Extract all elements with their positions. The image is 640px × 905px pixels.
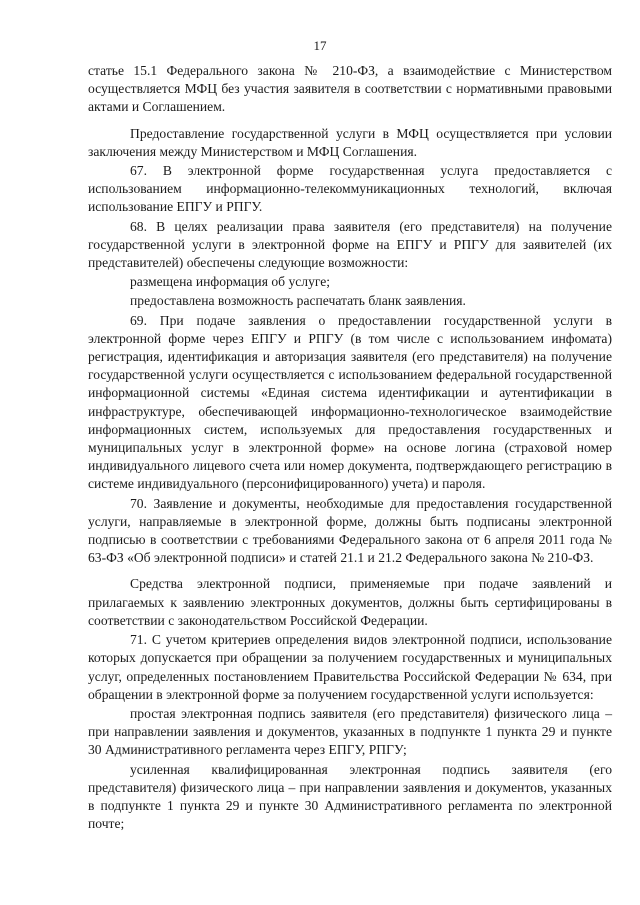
paragraph-71-item-qualified: усиленная квалифицированная электронная подпись заявителя (его представителя) физического лица – при направлении заявления и документов, указанных в подпункте 1 пункта 29 и пункте 30 Административного регламента по электронной почте;: [88, 761, 612, 832]
paragraph-68-item-2: предоставлена возможность распечатать бланк заявления.: [130, 293, 466, 309]
page-number: 17: [313, 38, 327, 53]
paragraph-69: 69. При подаче заявления о предоставлении государственной услуги в электронной форме через ЕПГУ и РПГУ (в том числе с использованием инфомата) регистрация, идентификация и авторизация заявителя (его представителя) на получение государственной услуги осуществляется с использованием федеральной государственной информационной системы «Единая система идентификации и аутентификации в инфраструктуре, обеспечивающей информационно-технологическое взаимодействие информационных систем, используемых для предоставления государственных и муниципальных услуг в электронной форме» на основе логина (страховой номер индивидуального лицевого счета или номер документа, подтверждающего регистрацию в системе индивидуального (персонифицированного) учета) и пароля.: [88, 312, 612, 492]
paragraph-71-item-simple: простая электронная подпись заявителя (его представителя) физического лица – при направлении заявления и документов, указанных в подпункте 1 пункта 29 и пункте 30 Административного регламента через ЕПГУ, РПГУ;: [88, 705, 612, 758]
paragraph-continuation: статье 15.1 Федерального закона № 210-ФЗ, а взаимодействие с Министерством осуществляется МФЦ без участия заявителя в соответствии с нормативными правовыми актами и Соглашением.: [88, 63, 612, 115]
paragraph-mfc-provision: Предоставление государственной услуги в МФЦ осуществляется при условии заключения между Министерством и МФЦ Соглашения.: [88, 125, 612, 159]
paragraph-67: 67. В электронной форме государственная услуга предоставляется с использованием информационно-телекоммуникационных технологий, включая использование ЕПГУ и РПГУ.: [88, 163, 612, 215]
document-body: [88, 62, 612, 834]
paragraph-68: 68. В целях реализации права заявителя (его представителя) на получение государственной услуги в электронной форме на ЕПГУ и РПГУ для заявителей (их представителей) обеспечены следующие возможности:: [88, 218, 612, 271]
paragraph-signature-means: Средства электронной подписи, применяемые при подаче заявлений и прилагаемых к заявлению электронных документов, должны быть сертифицированы в соответствии с законодательством Российской Федерации.: [88, 576, 612, 628]
paragraph-68-item-1: размещена информация об услуге;: [130, 274, 331, 290]
paragraph-71: 71. С учетом критериев определения видов электронной подписи, использование которых допускается при обращении за получением государственных и муниципальных услуг, определенных постановлением Правительства Российской Федерации № 634, при обращении в электронной форме за получением государственной услуги используется:: [88, 632, 612, 702]
paragraph-70: 70. Заявление и документы, необходимые для предоставления государственной услуги, направляемые в электронной форме, должны быть подписаны электронной подписью в соответствии с требованиями Федерального закона от 6 апреля 2011 года № 63-ФЗ «Об электронной подписи» и статей 21.1 и 21.2 Федерального закона № 210-ФЗ.: [88, 495, 612, 566]
